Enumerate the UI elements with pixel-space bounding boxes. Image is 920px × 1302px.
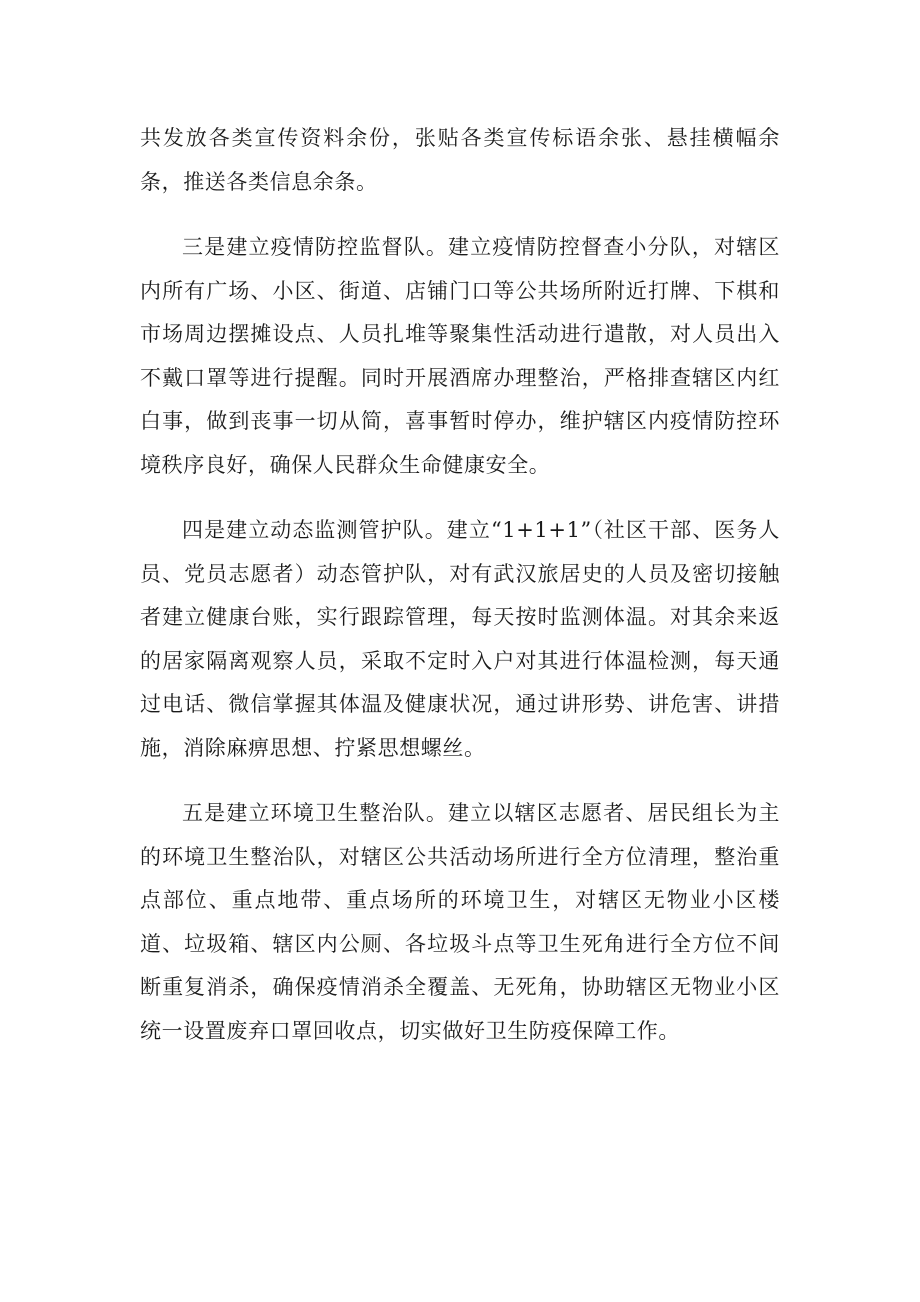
paragraph-four-monitoring-team: 四是建立动态监测管护队。建立“1+1+1”（社区干部、医务人员、党员志愿者）动态管护队，对有武汉旅居史的人员及密切接触者建立健康台账，实行跟踪管理，每天按时监测体温。对其余来返的居家隔离观察人员，采取不定时入户对其进行体温检测，每天通过电话、微信掌握其体温及健康状况，通过讲形势、讲危害、讲措施，消除麻痹思想、拧紧思想螺丝。 — [140, 518, 780, 760]
document-body — [140, 117, 780, 1053]
paragraph-continuation: 共发放各类宣传资料余份，张贴各类宣传标语余张、悬挂横幅余条，推送各类信息余条。 — [140, 126, 780, 194]
paragraph-five-sanitation-team: 五是建立环境卫生整治队。建立以辖区志愿者、居民组长为主的环境卫生整治队，对辖区公共活动场所进行全方位清理，整治重点部位、重点地带、重点场所的环境卫生，对辖区无物业小区楼道、垃圾箱、辖区内公厕、各垃圾斗点等卫生死角进行全方位不间断重复消杀，确保疫情消杀全覆盖、无死角，协助辖区无物业小区统一设置废弃口罩回收点，切实做好卫生防疫保障工作。 — [140, 801, 780, 1043]
paragraph-three-supervision-team: 三是建立疫情防控监督队。建立疫情防控督查小分队，对辖区内所有广场、小区、街道、店铺门口等公共场所附近打牌、下棋和市场周边摆摊设点、人员扎堆等聚集性活动进行遣散，对人员出入不戴口罩等进行提醒。同时开展酒席办理整治，严格排查辖区内红白事，做到丧事一切从简，喜事暂时停办，维护辖区内疫情防控环境秩序良好，确保人民群众生命健康安全。 — [140, 235, 780, 477]
